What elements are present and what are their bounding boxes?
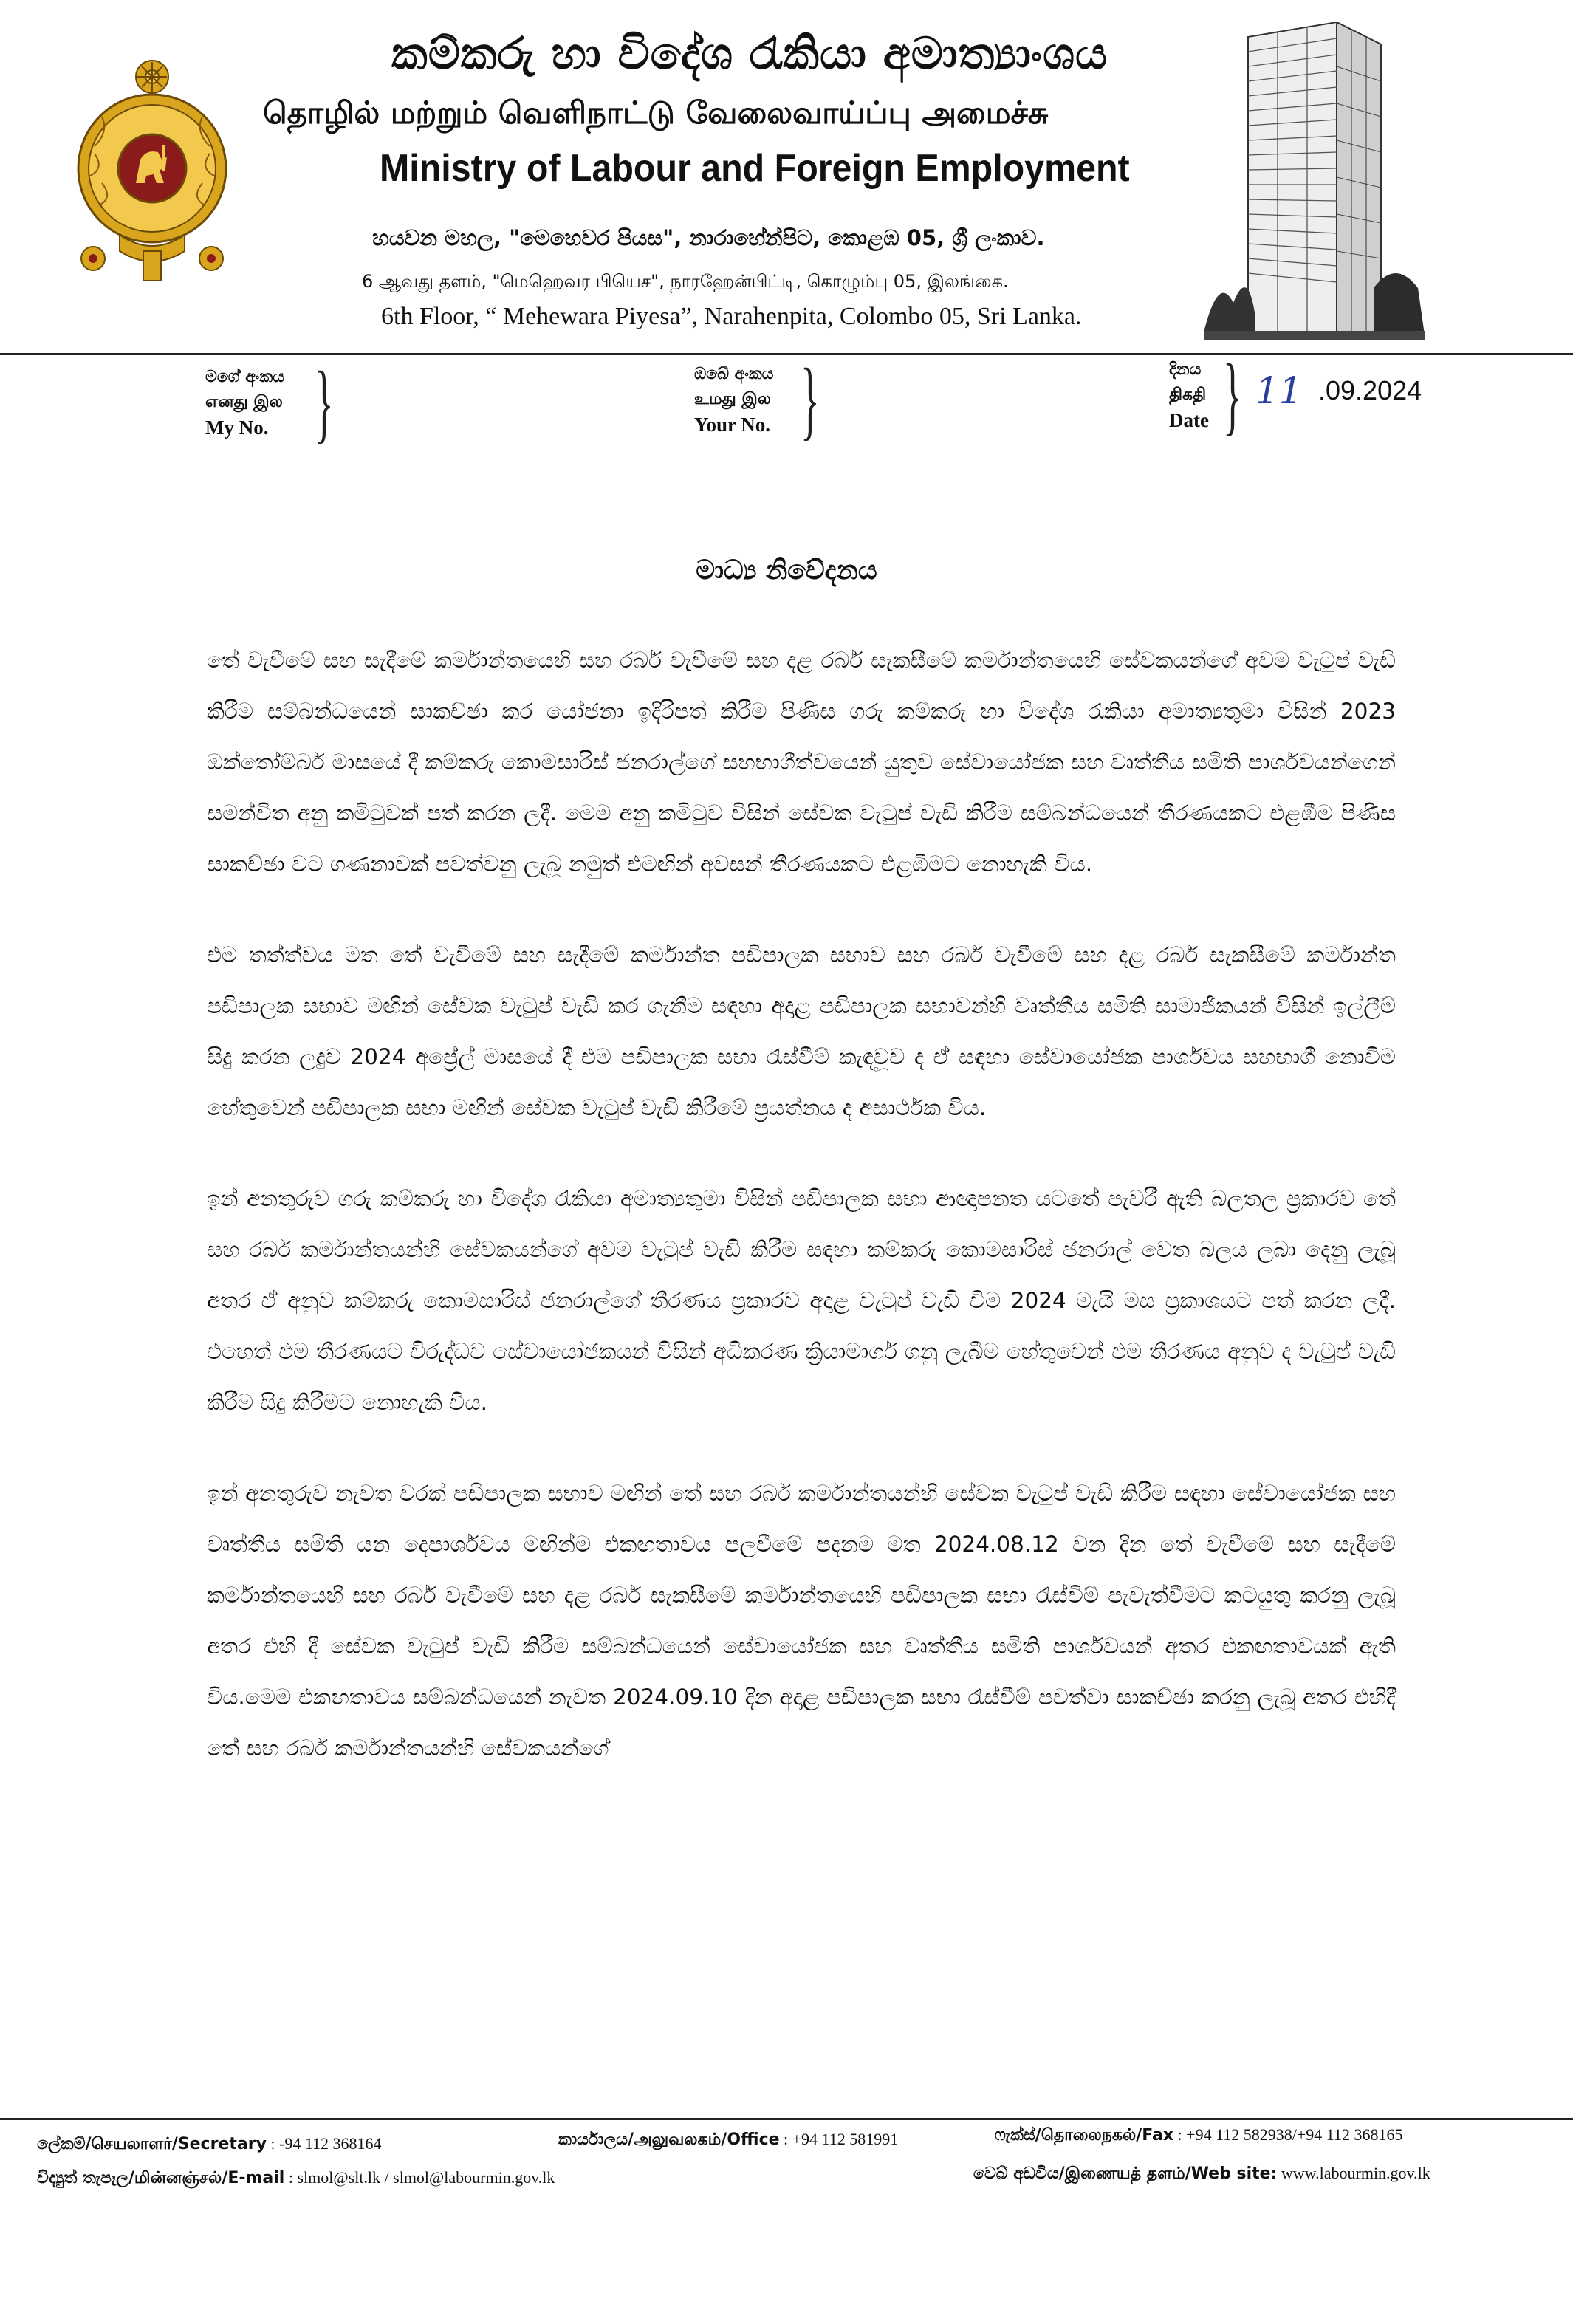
email-label: විද්‍යුත් තැපෑල/மின்னஞ்சல்/E-mail xyxy=(37,2169,285,2187)
my-no-label-ta: எனது இல xyxy=(205,393,283,411)
your-no-label-en: Your No. xyxy=(694,414,771,436)
body-paragraph: ඉන් අනතුරුව ගරු කම්කරු හා විදේශ රැකියා අමාත්‍යතුමා විසින් පඩිපාලක සභා ආඥාපනත යටතේ පැවරී ඇති බලතල ප්‍රකාරව තේ සහ රබර් කර්මාන්තයන්හි සේවකයන්ගේ අවම වැටුප් වැඩි කිරීම සඳහා කම්කරු කොමසාරිස් ජනරාල් වෙත බලය ලබා දෙනු ලැබූ අතර ඒ අනුව කම්කරු කොමසාරිස් ජනරාල්ගේ තීරණය ප්‍රකාරව අදාළ වැටුප් වැඩි වීම 2024 මැයි මස ප්‍රකාශයට පත් කරන ලදී. එහෙත් එම තීරණයට විරුද්ධව සේවායෝජකයන් විසින් අධිකරණ ක්‍රියාමාර්ග ගනු ලැබීම හේතුවෙන් එම තීරණය අනුව ද වැටුප් වැඩි කිරීම සිදු කිරීමට නොහැකි විය. xyxy=(207,1186,1396,1415)
secretary-tel: : -94 112 368164 xyxy=(270,2134,382,2153)
body-paragraph: තේ වැවීමේ සහ සැදීමේ කර්මාන්තයෙහි සහ රබර් වැවීමේ සහ දළ රබර් සැකසීමේ කර්මාන්තයෙහි සේවකයන්ගේ අවම වැටුප් වැඩි කිරීම සම්බන්ධයෙන් සාකච්ඡා කර යෝජනා ඉදිරිපත් කිරීම පිණිස ගරු කම්කරු හා විදේශ රැකියා අමාත්‍යතුමා විසින් 2023 ඔක්තෝම්බර් මාසයේ දී කම්කරු කොමසාරිස් ජනරාල්ගේ සහභාගීත්වයෙන් යුතුව සේවායෝජක සහ වෘත්තීය සමිති පාර්ශවයන්ගෙන් සමන්විත අනු කමිටුවක් පත් කරන ලදී. මෙම අනු කමිටුව විසින් සේවක වැටුප් වැඩි කිරීම සම්බන්ධයෙන් තීරණයකට එළඹීම පිණිස සාකච්ඡා වට ගණනාවක් පවත්වනු ලැබූ නමුත් එමඟින් අවසන් තීරණයකට එළඹීමට නොහැකි විය. xyxy=(207,648,1396,877)
body-paragraph: එම තත්ත්වය මත තේ වැවීමේ සහ සැදීමේ කර්මාන්ත පඩිපාලක සභාව සහ රබර් වැවීමේ සහ දළ රබර් සැකසීමේ කර්මාන්ත පඩිපාලක සභාව මඟින් සේවක වැටුප් වැඩි කර ගැනීම සඳහා අදාළ පඩිපාලක සභාවන්හි වෘත්තීය සමිති සාමාජිකයන් විසින් ඉල්ලීම් සිදු කරන ලදුව 2024 අප්‍රේල් මාසයේ දී එම පඩිපාලක සභා රැස්වීම් කැඳවූව ද ඒ සඳහා සේවායෝජක පාර්ශවය සහභාගී නොවීම හේතුවෙන් පඩිපාලක සභා මඟින් සේවක වැටුප් වැඩි කිරීමේ ප්‍රයත්නය ද අසාර්ථක විය. xyxy=(207,942,1396,1120)
email-value[interactable]: : slmol@slt.lk / slmol@labourmin.gov.lk xyxy=(288,2168,555,2187)
fax-label: ෆැක්ස්/தொலைநகல்/Fax xyxy=(995,2126,1174,2145)
footer-divider xyxy=(0,2118,1573,2120)
fax-value: : +94 112 582938/+94 112 368165 xyxy=(1177,2125,1403,2144)
footer-office xyxy=(558,2130,898,2151)
my-no-block xyxy=(205,365,284,440)
document-body xyxy=(207,635,1396,1814)
footer-email xyxy=(37,2168,555,2190)
body-paragraph: ඉන් අනතුරුව නැවත වරක් පඩිපාලක සභාව මඟින් තේ සහ රබර් කර්මාන්තයන්හි සේවක වැටුප් වැඩි කිරීම සඳහා සේවායෝජක සහ වෘත්තීය සමිති යන දෙපාර්ශවය මඟින්ම එකඟතාවය පලවීමේ පදනම මත 2024.08.12 වන දින තේ වැවීමේ සහ සැදීමේ කර්මාන්තයෙහි සහ රබර් වැවීමේ සහ දළ රබර් සැකසීමේ කර්මාන්තයෙහි පඩිපාලක සභා රැස්වීම් පැවැත්වීමට කටයුතු කරනු ලැබූ අතර එහි දී සේවක වැටුප් වැඩි කිරීම සම්බන්ධයෙන් සේවායෝජක සහ වෘත්තීය සමිති පාර්ශවයන් අතර එකඟතාවයක් ඇති විය.මෙම එකඟතාවය සම්බන්ධයෙන් නැවත 2024.09.10 දින අදාළ පඩිපාලක සභා රැස්වීම් පවත්වා සාකච්ඡා කරනු ලැබූ අතර එහිදී තේ සහ රබර් කර්මාන්තයන්හි සේවකයන්ගේ xyxy=(207,1481,1396,1761)
web-link[interactable]: www.labourmin.gov.lk xyxy=(1281,2164,1430,2182)
emblem-logo xyxy=(72,58,232,287)
date-label-ta: திகதி xyxy=(1169,385,1207,404)
footer-website xyxy=(973,2164,1430,2185)
your-no-label-ta: உமது இல xyxy=(694,390,772,408)
date-handwritten-day: 11 xyxy=(1255,369,1303,412)
my-no-label-si: මගේ අංකය xyxy=(205,368,285,386)
date-label-si: දිනය xyxy=(1169,360,1202,379)
date-brace: } xyxy=(1222,346,1242,444)
ministry-building-illustration xyxy=(1204,22,1425,340)
your-no-block xyxy=(694,362,774,437)
emblem-dharmachakra-icon xyxy=(136,61,168,93)
document-heading: මාධ්‍ය නිවේදනය xyxy=(696,555,877,586)
date-block xyxy=(1169,357,1209,433)
address-english: 6th Floor, “ Mehewara Piyesa”, Narahenpita, Colombo 05, Sri Lanka. xyxy=(381,303,1082,330)
secretary-label: ලේකම්/செயலாளர்/Secretary xyxy=(37,2135,267,2153)
footer-fax xyxy=(995,2125,1402,2147)
address-sinhala: හයවන මහල, "මෙහෙවර පියස", නාරාහේන්පිට, කොළඹ 05, ශ්‍රී ලංකාව. xyxy=(372,225,1045,250)
date-label-en: Date xyxy=(1169,409,1209,431)
your-no-label-si: ඔබේ අංකය xyxy=(694,365,774,383)
date-value: .09.2024 xyxy=(1318,375,1422,405)
your-no-brace: } xyxy=(800,350,820,448)
header-divider xyxy=(0,353,1573,355)
my-no-label-en: My No. xyxy=(205,417,269,439)
address-tamil: 6 ஆவது தளம், "மெஹெவர பியெச", நாரஹேன்பிட்டி, கொழும்பு 05, இலங்கை. xyxy=(362,271,1009,292)
office-tel: : +94 112 581991 xyxy=(784,2130,899,2148)
ministry-title-sinhala: කම්කරු හා විදේශ රැකියා අමාත්‍යාංශය xyxy=(391,28,1108,80)
my-no-brace: } xyxy=(314,353,334,451)
ministry-title-tamil: தொழில் மற்றும் வெளிநாட்டு வேலைவாய்ப்பு அமைச்சு xyxy=(263,95,1049,131)
ministry-title-english: Ministry of Labour and Foreign Employment xyxy=(380,147,1130,190)
footer-secretary xyxy=(37,2134,382,2156)
office-label: කාර්යාලය/அலுவலகம்/Office xyxy=(558,2131,780,2149)
web-label: වෙබ් අඩවිය/இணையத் தளம்/Web site: xyxy=(973,2164,1278,2183)
